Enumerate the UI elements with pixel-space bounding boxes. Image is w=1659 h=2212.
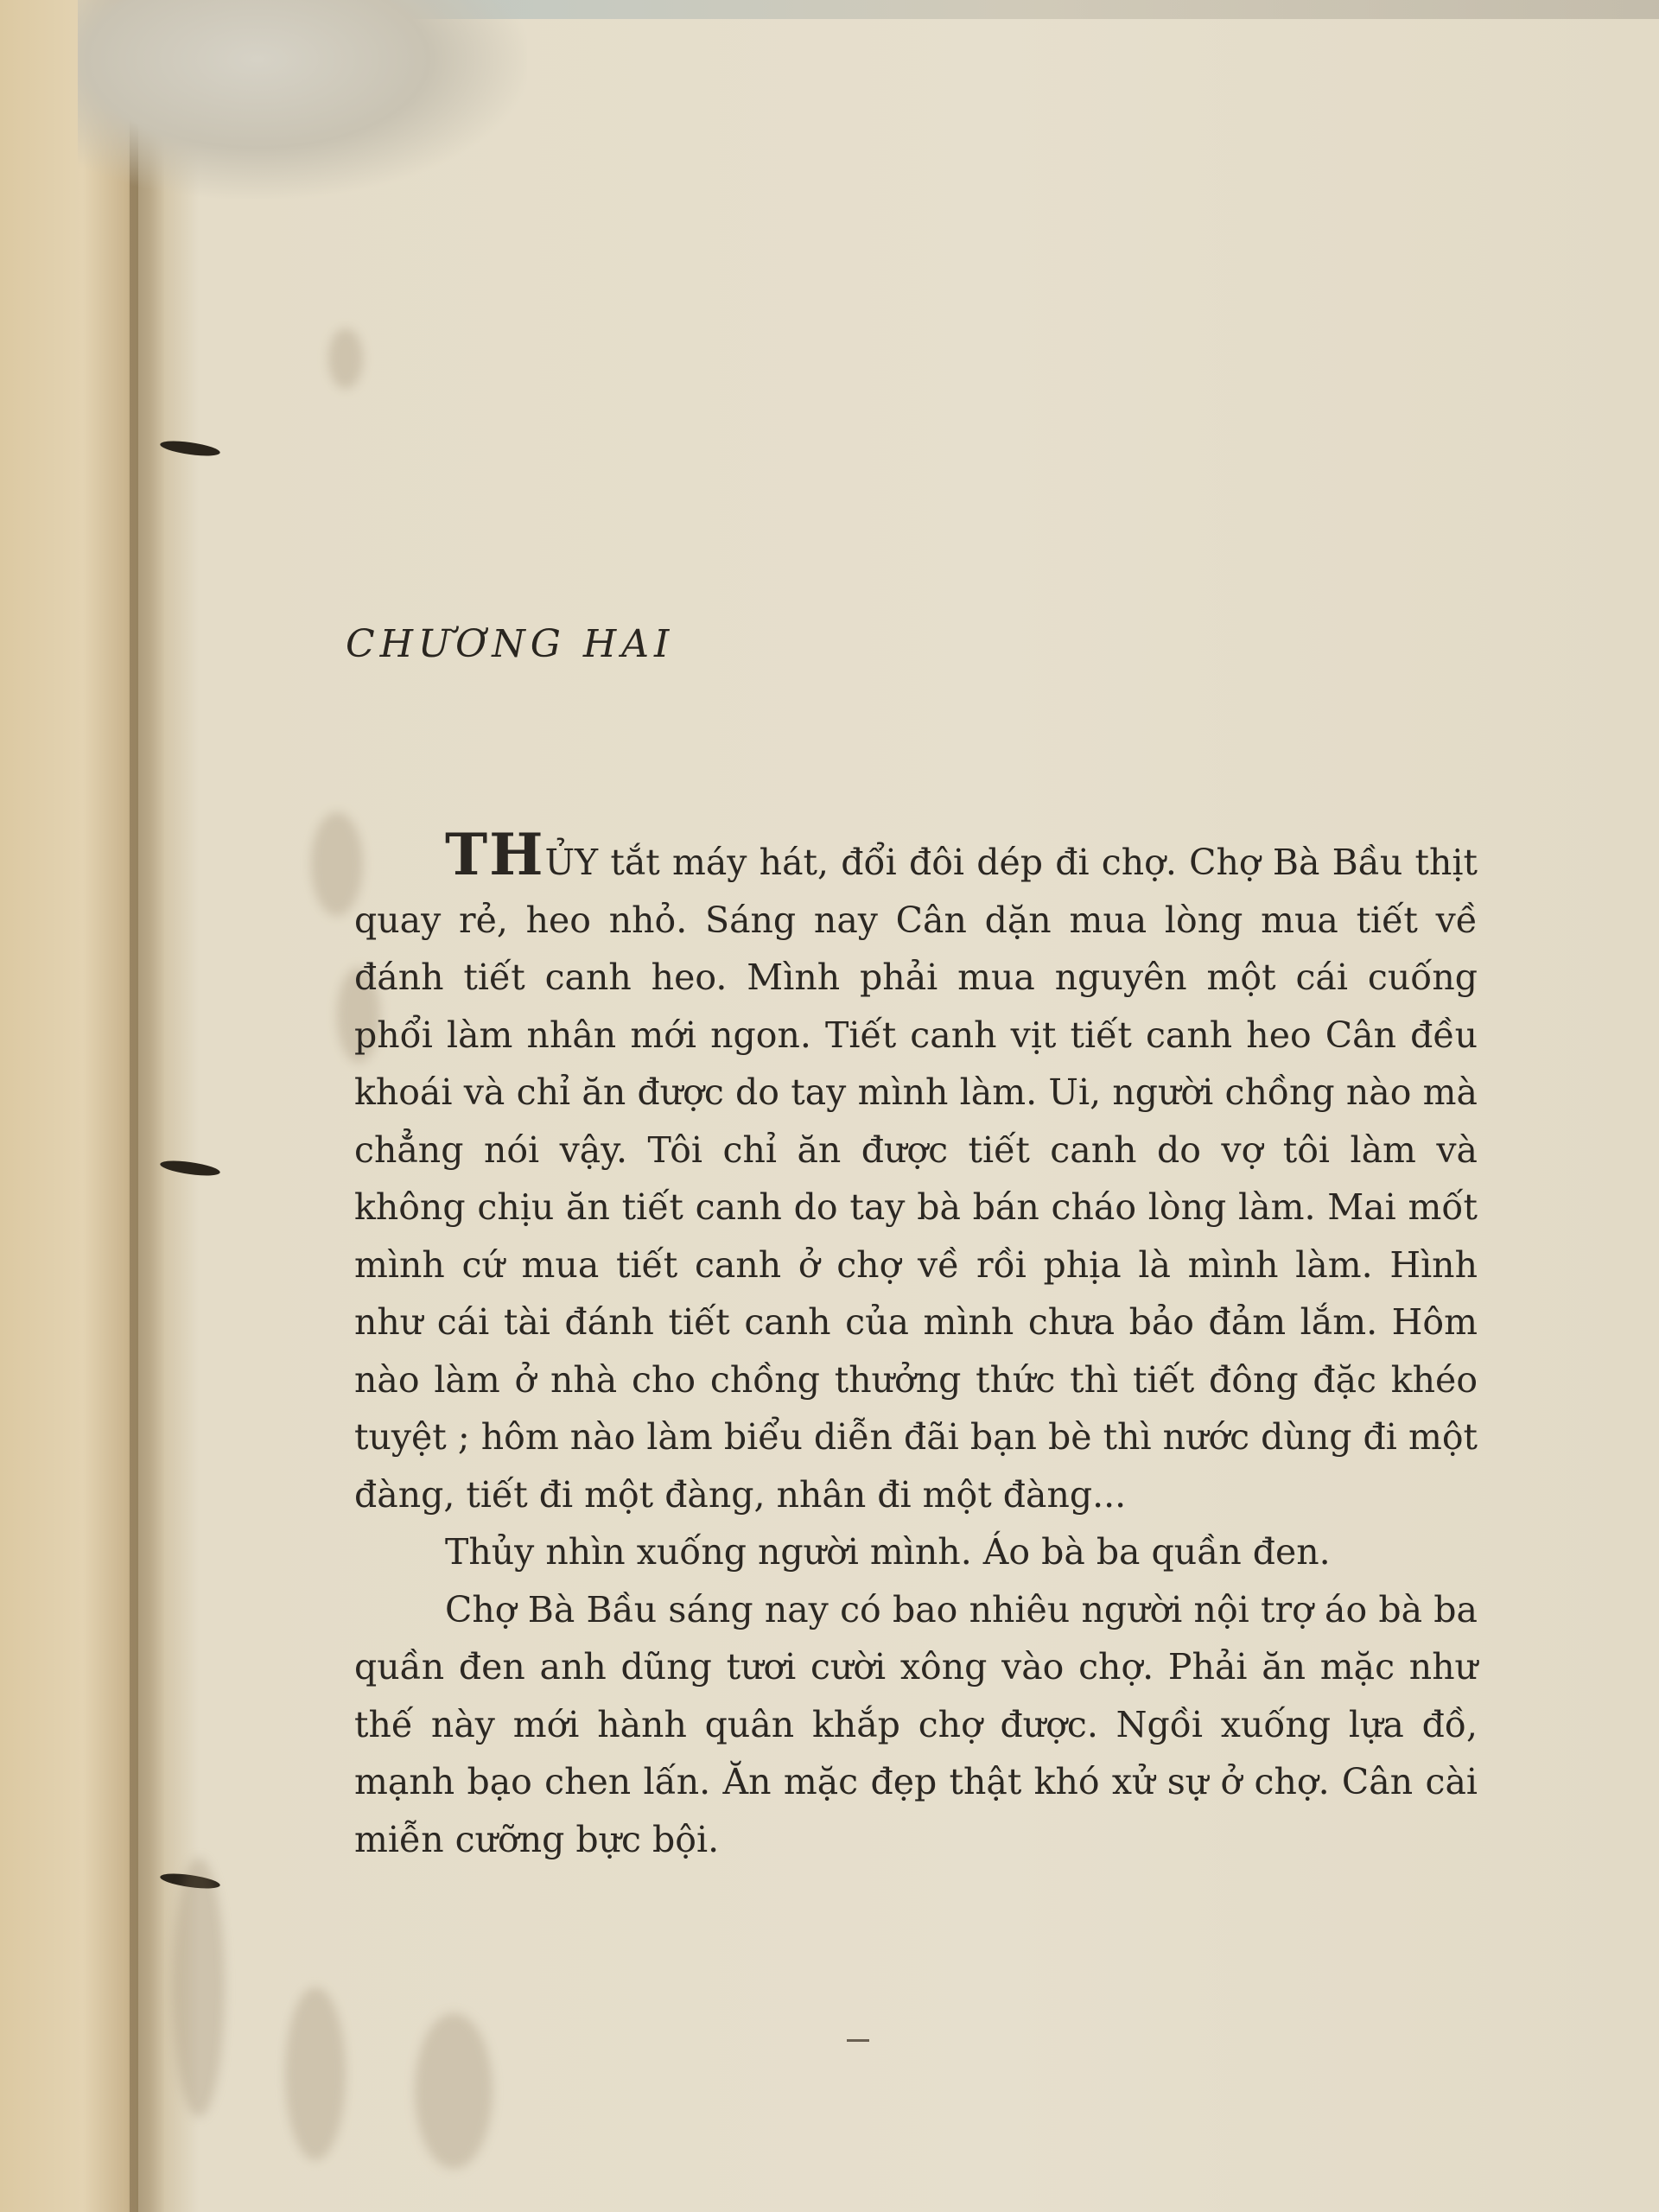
ink-stain (285, 1987, 346, 2160)
paragraph (354, 1523, 1478, 1581)
left-page-edge (0, 0, 138, 2212)
drop-cap: TH (445, 821, 545, 888)
ink-stain (328, 328, 363, 389)
ink-stain (415, 2013, 493, 2169)
paragraph-text: Thủy nhìn xuống người mình. Áo bà ba quần đen. (445, 1531, 1331, 1573)
binding-hole (159, 438, 220, 459)
page-mark (847, 2039, 869, 2042)
book-gutter (130, 0, 164, 2212)
ink-stain (173, 1858, 225, 2117)
binding-hole (159, 1158, 220, 1179)
paragraph (354, 1581, 1478, 1869)
paragraph-text: ỦY tắt máy hát, đổi đôi dép đi chợ. Chợ Bà Bầu thịt quay rẻ, heo nhỏ. Sáng nay Cân dặn mua lòng mua tiết về đánh tiết canh heo. Mình phải mua nguyên một cái cuống phổi làm nhân mới ngon. Tiết canh vịt tiết canh heo Cân đều khoái và chỉ ăn được do tay mình làm. Ui, người chồng nào mà chẳng nói vậy. Tôi chỉ ăn được tiết canh do vợ tôi làm và không chịu ăn tiết canh do tay bà bán cháo lòng làm. Mai mốt mình cứ mua tiết canh ở chợ về rồi phịa là mình làm. Hình như cái tài đánh tiết canh của mình chưa bảo đảm lắm. Hôm nào làm ở nhà cho chồng thưởng thức thì tiết đông đặc khéo tuyệt ; hôm nào làm biểu diễn đãi bạn bè thì nước dùng đi một đàng, tiết đi một đàng, nhân đi một đàng... (354, 842, 1478, 1516)
chapter-title: CHƯƠNG HAI (346, 622, 675, 666)
torn-corner (78, 0, 527, 199)
paragraph (354, 821, 1478, 1523)
paragraph-text: Chợ Bà Bầu sáng nay có bao nhiêu người nội trợ áo bà ba quần đen anh dũng tươi cười xông vào chợ. Phải ăn mặc như thế này mới hành quân khắp chợ được. Ngồi xuống lựa đồ, mạnh bạo chen lấn. Ăn mặc đẹp thật khó xử sự ở chợ. Cân cài miễn cưỡng bực bội. (354, 1588, 1478, 1860)
chapter-body (354, 821, 1478, 1868)
